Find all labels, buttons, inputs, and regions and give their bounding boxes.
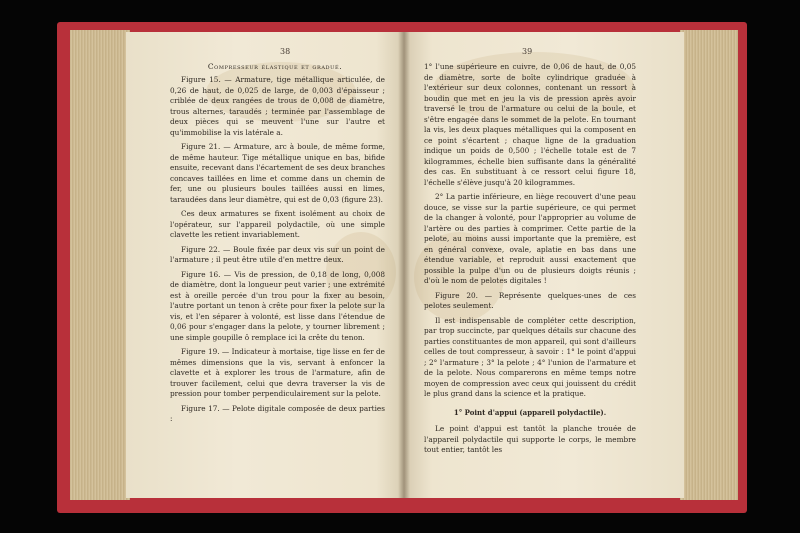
paragraph: Le point d'appui est tantôt la planche trouée de l'appareil polydactile qui supporte le corps, le membre tout entier, tantôt les <box>424 424 636 454</box>
right-page-number: 39 <box>522 47 533 56</box>
paragraph: Figure 22. — Boule fixée par deux vis sur un point de l'armature ; il peut être utile d'en mettre deux. <box>170 244 385 264</box>
paragraph: Figure 17. — Pelote digitale composée de deux parties : <box>170 403 385 423</box>
paragraph: Il est indispensable de compléter cette description, par trop succincte, par quelques détails sur chacune des parties constituantes de mon appareil, qui sont d'ailleurs celles de tout compresseur, à savoir : 1° le point d'appui ; 2° l'armature ; 3° la pelote ; 4° l'union de l'armature et de la pelote. Nous comparerons en même temps notre moyen de compression avec ceux qui jouissent du crédit le plus grand dans la science et la pratique. <box>424 315 636 398</box>
paragraph: Figure 16. — Vis de pression, de 0,18 de long, 0,008 de diamètre, dont la longueur peut varier ; une extrémité est à oreille percée d'un trou pour la fixer au besoin, l'autre portant un tenon à crête pour fixer la pelote sur la vis, et l'en séparer à volonté, est lisse dans l'étendue de 0,06 pour s'engager dans la pelote, y tourner librement ; une simple goupille ô remplace ici la crête du tenon. <box>170 269 385 342</box>
left-page-text <box>170 75 385 429</box>
paragraph: Figure 15. — Armature, tige métallique articulée, de 0,26 de haut, de 0,025 de large, de 0,003 d'épaisseur ; criblée de deux rangées de trous de 0,008 de diamètre, trous alternes, taraudés ; terminée par l'assemblage de deux pièces qui se meuvent l'une sur l'autre et qu'immobilise la vis latérale a. <box>170 75 385 137</box>
right-page-edges <box>680 30 738 500</box>
right-page-text <box>424 62 636 460</box>
paragraph: 2° La partie inférieure, en liège recouvert d'une peau douce, se visse sur la partie supérieure, ce qui permet de la changer à volonté, pour l'approprier au volume de l'artère ou des parties à comprimer. Cette partie de la pelote, au moins aussi importante que la première, est en général convexe, ovale, aplatie en bas dans une étendue variable, et reproduit aussi exactement que possible la pulpe d'un ou de plusieurs doigts réunis ; d'où le nom de pelotes digitales ! <box>424 192 636 285</box>
running-head: Compresseur élastique et gradué. <box>207 62 343 71</box>
paragraph: Figure 20. — Représente quelques-unes de ces pelotes seulement. <box>424 290 636 310</box>
paragraph: Figure 19. — Indicateur à mortaise, tige lisse en fer de mêmes dimensions que la vis, servant à enfoncer la clavette et à explorer les trous de l'armature, afin de trouver facilement, celui que devra traverser la vis de pression pour tomber perpendiculairement sur la pelote. <box>170 347 385 398</box>
paragraph: Figure 21. — Armature, arc à boule, de même forme, de même hauteur. Tige métallique unique en bas, bifide ensuite, recevant dans l'écartement de ses deux branches concaves taillées en lime et comme dans un chemin de fer, une ou plusieurs boules taillées aussi en limes, taraudées dans leur diamètre, qui est de 0,03 (figure 23). <box>170 142 385 204</box>
paragraph: Ces deux armatures se fixent isolément au choix de l'opérateur, sur l'appareil polydactile, où une simple clavette les retient invariablement. <box>170 209 385 239</box>
left-page-edges <box>70 30 130 500</box>
paragraph: 1° l'une supérieure en cuivre, de 0,06 de haut, de 0,05 de diamètre, sorte de boîte cylindrique graduée à l'extérieur sur deux colonnes, contenant un ressort à boudin que met en jeu la vis de pression après avoir traversé le trou de l'armature ou celui de la boule, et s'être engagée dans le sommet de la pelote. En tournant la vis, les deux plaques métalliques qui la composent en ce point s'écartent ; chaque ligne de la graduation indique un poids de 0,500 ; l'échelle totale est de 7 kilogrammes, échelle bien suffisante dans la généralité des cas. En substituant à ce ressort celui figure 18, l'échelle s'élève jusqu'à 20 kilogrammes. <box>424 62 636 187</box>
left-page-number: 38 <box>280 47 291 56</box>
book-gutter <box>398 32 410 498</box>
section-heading: 1° Point d'appui (appareil polydactile). <box>453 407 607 417</box>
